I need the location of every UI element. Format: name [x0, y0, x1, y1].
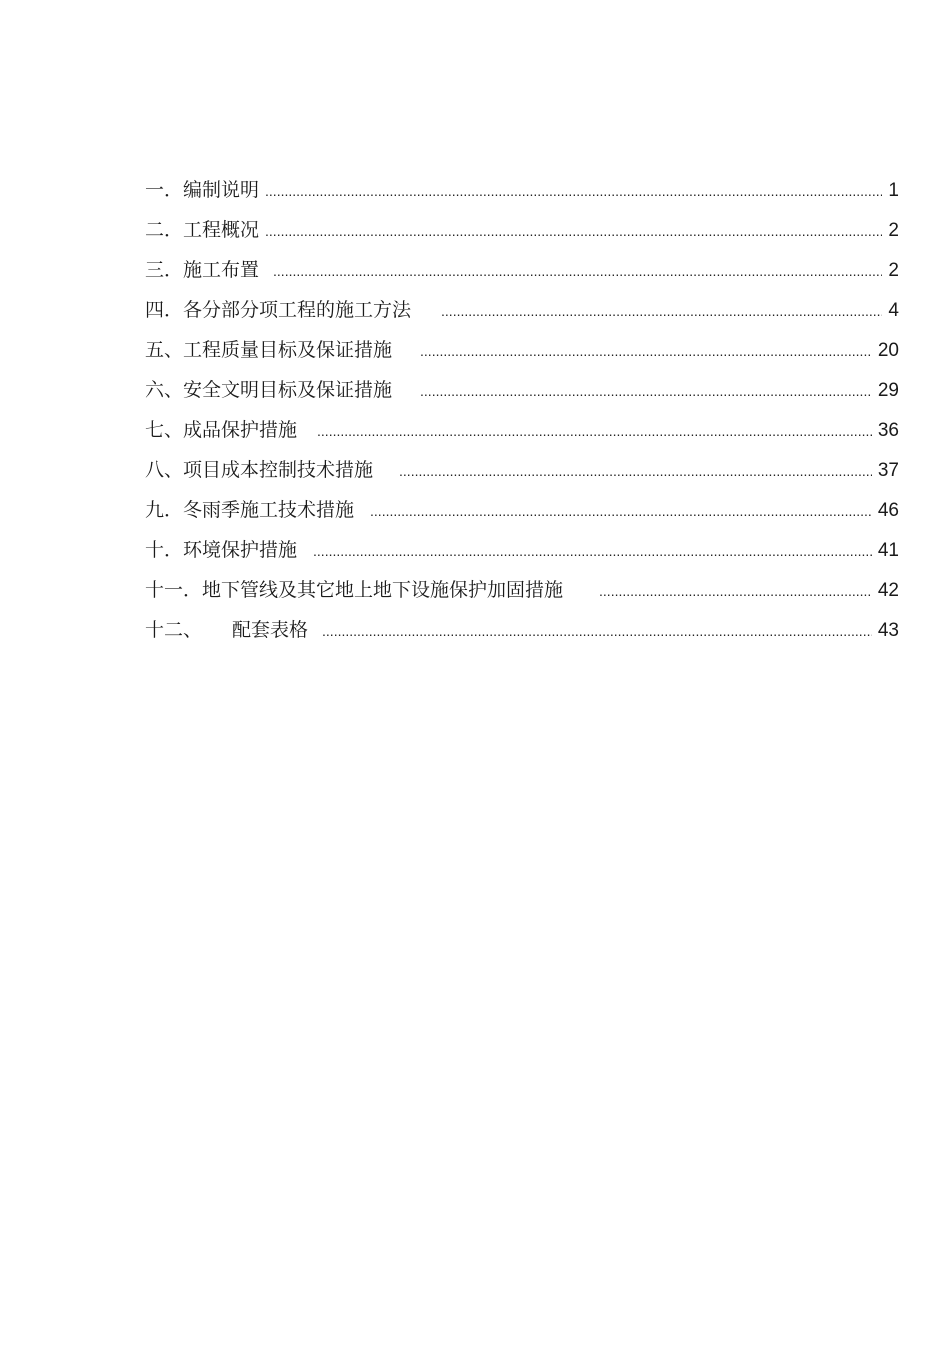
table-of-contents	[145, 170, 899, 650]
toc-entry-number: 五、	[145, 339, 184, 361]
toc-dot-leader	[313, 531, 872, 571]
toc-entry-title: 地下管线及其它地上地下设施保护加固措施	[202, 579, 564, 601]
toc-entry[interactable]	[145, 170, 899, 210]
toc-entry-title: 施工布置	[183, 259, 260, 281]
toc-entry[interactable]	[145, 450, 899, 490]
toc-entry[interactable]	[145, 490, 899, 530]
toc-dot-leader	[317, 411, 872, 451]
toc-entry[interactable]	[145, 250, 899, 290]
toc-dot-leader	[420, 331, 872, 371]
toc-entry-page: 41	[877, 540, 899, 561]
toc-entry-page: 42	[877, 580, 899, 601]
toc-dot-leader	[273, 251, 882, 291]
toc-entry[interactable]	[145, 410, 899, 450]
toc-entry-number: 三．	[145, 259, 184, 281]
toc-entry-number: 九．	[145, 499, 184, 521]
toc-dot-leader	[322, 611, 872, 651]
toc-entry-page: 29	[877, 380, 899, 401]
toc-entry-page: 2	[888, 220, 899, 241]
toc-entry-number: 二．	[145, 219, 184, 241]
toc-dot-leader	[399, 451, 872, 491]
toc-entry[interactable]	[145, 330, 899, 370]
toc-entry-title: 环境保护措施	[183, 539, 298, 561]
toc-entry-page: 36	[877, 420, 899, 441]
toc-entry[interactable]	[145, 610, 899, 650]
toc-entry-title: 工程概况	[183, 219, 260, 241]
toc-entry-page: 43	[877, 620, 899, 641]
toc-dot-leader	[441, 291, 882, 331]
toc-entry-page: 46	[877, 500, 899, 521]
toc-entry[interactable]	[145, 570, 899, 610]
toc-entry-number: 六、	[145, 379, 184, 401]
toc-entry-number: 八、	[145, 459, 184, 481]
toc-entry-number: 七、	[145, 419, 184, 441]
toc-entry-number: 四．	[145, 299, 184, 321]
toc-dot-leader	[265, 211, 882, 251]
toc-entry-title: 成品保护措施	[183, 419, 298, 441]
toc-entry-number: 十．	[145, 539, 184, 561]
toc-entry-title: 编制说明	[183, 179, 260, 201]
toc-entry-page: 4	[888, 300, 899, 321]
toc-dot-leader	[599, 571, 872, 611]
toc-entry-page: 37	[877, 460, 899, 481]
toc-entry-title: 各分部分项工程的施工方法	[183, 299, 412, 321]
toc-entry[interactable]	[145, 210, 899, 250]
toc-entry[interactable]	[145, 530, 899, 570]
toc-entry[interactable]	[145, 370, 899, 410]
toc-entry-title: 冬雨季施工技术措施	[183, 499, 355, 521]
toc-entry-number: 十一．	[145, 579, 203, 601]
toc-dot-leader	[420, 371, 872, 411]
toc-entry-title: 项目成本控制技术措施	[183, 459, 374, 481]
toc-entry-number: 十二、	[145, 619, 203, 641]
toc-dot-leader	[265, 171, 882, 211]
toc-entry-title: 配套表格	[232, 619, 309, 641]
toc-entry-page: 20	[877, 340, 899, 361]
toc-entry-page: 2	[888, 260, 899, 281]
toc-entry-number: 一．	[145, 179, 184, 201]
toc-entry-page: 1	[888, 180, 899, 201]
toc-entry-title: 安全文明目标及保证措施	[183, 379, 393, 401]
toc-entry-title: 工程质量目标及保证措施	[183, 339, 393, 361]
toc-dot-leader	[370, 491, 872, 531]
toc-entry[interactable]	[145, 290, 899, 330]
